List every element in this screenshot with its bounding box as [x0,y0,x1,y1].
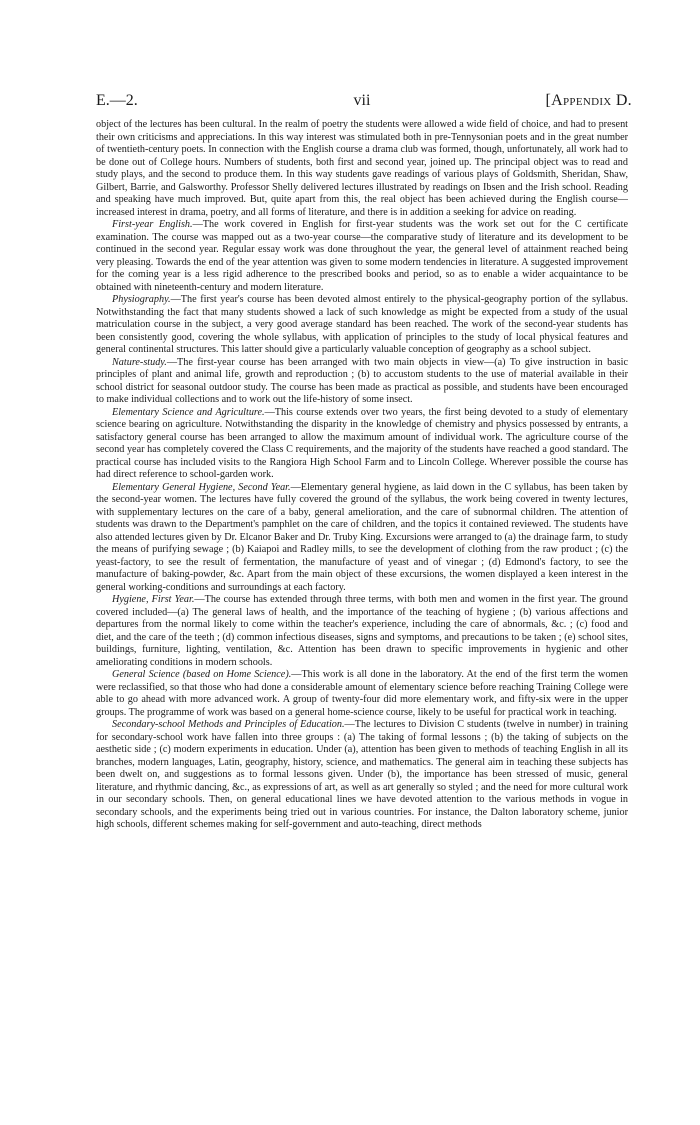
paragraph-text: object of the lectures has been cultural. In the realm of poetry the students were allowed a wide field of choice, and had to present their own criticisms and appreciations. In this way interest was stimulated both in pre-Tennysonian poets and in the great number of twentieth-century poets. In connection with the English course a drama club was formed, though, unfortunately, all work had to be done out of College hours. Numbers of students, both first and second year, joined up. The principal object was to read and study plays, and the second to produce them. In this way students gave readings of various plays of Goldsmith, Sheridan, Shaw, Gilbert, Barrie, and Galsworthy. Professor Shelly delivered lectures illustrated by readings on Ibsen and the Irish school. Reading and speaking have much improved. But, quite apart from this, the real object has been achieved during the English course—increased interest in drama, poetry, and all forms of literature, and there is in addition a seeking for advice on reading. [96,119,628,218]
paragraph-hygiene-first-year [96,594,628,669]
section-heading: General Science (based on Home Science). [112,669,292,680]
section-heading: Nature-study. [112,356,167,368]
paragraph-nature-study [96,357,628,407]
section-heading: Hygiene, First Year. [112,594,195,605]
page-number: vii [353,92,371,109]
body-text [96,119,628,832]
section-heading: Elementary General Hygiene, Second Year. [112,481,291,493]
running-header [96,92,632,112]
paragraph-text: —The first year's course has been devoted almost entirely to the physical-geography portion of the syllabus. Notwithstanding the fact that many students showed a lack of such knowledge as might be expected from a study of the usual matriculation course in the subject, a very good average standard has been reached. The work of the second-year students has been consistently good, covering the whole syllabus, with application of principles to the study of local physical features and general continental structures. This latter should give a particularly valuable conception of geography as a school subject. [96,294,628,355]
paragraph-text: —The lectures to Division C students (twelve in number) in training for secondary-school work have fallen into three groups : (a) The taking of formal lessons ; (b) the taking of subjects on the aesthetic side ; (c) modern experiments in education. Under (a), attention has been given to methods of teaching English in all its branches, modern languages, Latin, geography, history, science, and mathematics. The general aim in teaching these subjects has been dwelt on, and suggestions as to formal lessons given. Under (b), the importance has been stressed of music, general literature, and rhythmic dancing, &c., as expressions of art, as well as art generally so styled ; and the need for more cultural work in our secondary schools. Then, on general educational lines we have devoted attention to the various methods in vogue in secondary schools, and the experiments being tried out in various countries. For instance, the Dalton laboratory scheme, junior high schools, different schemes making for self-government and auto-teaching, direct methods [96,719,628,830]
paragraph-text: —The work covered in English for first-year students was the work set out for the C certificate examination. The course was mapped out as a two-year course—the comparative study of literature and its development to be continued in the second year. Regular essay work was done throughout the year, the general level of attainment reached being very pleasing. Towards the end of the year attention was given to some modern tendencies in literature. A suggested improvement for the coming year is a less rigid adherence to the prescribed books and period, so as to enable a wider acquaintance to be obtained with nineteenth-century and modern literature. [96,219,628,293]
paragraph-secondary-school-methods [96,719,628,832]
paragraph-text: —Elementary general hygiene, as laid down in the C syllabus, has been taken by the second-year women. The lectures have fully covered the ground of the syllabus, the work being covered in twenty lectures, with supplementary lectures on the care of a baby, general amelioration, and the care of subnormal children. The attention of students was drawn to the Department's pamphlet on the care of children, and the topics it contained reviewed. The students have also attended lectures given by Dr. Elcanor Baker and Dr. Truby King. Excursions were arranged to (a) the drainage farm, to study the means of purifying sewage ; (b) Kaiapoi and Radley mills, to see the development of clothing from the raw product ; (c) the yeast-factory, to see the result of fermentation, the manufacture of yeast and of vinegar ; (d) Edmond's factory, to see the manufacture of baking-powder, &c. Apart from the main object of these excursions, the women displayed a keen interest in the general working-conditions and surroundings at each factory. [96,481,628,593]
paragraph-text: —This course extends over two years, the first being devoted to a study of elementary science bearing on agriculture. Notwithstanding the disparity in the knowledge of chemistry and physics possessed by entrants, a satisfactory general course has been arranged to allow the maximum amount of individual work. The agriculture course of the second year has completely covered the Class C requirements, and the majority of the students have reached a good standard. The practical course has included visits to the Rangiora High School Farm and to Lincoln College. Wherever possible the course has had direct reference to school-garden work. [96,406,629,480]
appendix-label: [Appendix D. [545,92,632,109]
section-heading: Physiography. [112,294,171,305]
paragraph-text: —This work is all done in the laboratory. At the end of the first term the women were reclassified, so that those who had done a considerable amount of elementary science before reaching Training College were able to go ahead with more advanced work. A group of twenty-four did more elementary work, and fifty-six were in the upper groups. The programme of work was based on a general home-science course, likely to be useful for practical work in teaching. [96,669,628,718]
paragraph-general-science [96,669,628,719]
paragraph-physiography [96,294,628,357]
section-heading: First-year English. [112,219,193,230]
paragraph-text: —The first-year course has been arranged with two main objects in view—(a) To give instruction in basic principles of plant and animal life, growth and reproduction ; (b) to accustom students to the use of material available in their school district for seasonal outdoor study. The course has been made as practical as possible, and students have been encouraged to make individual collections and to work out the life-history of some insect. [96,356,628,405]
paragraph-continuation [96,119,628,219]
paragraph-text: —The course has extended through three terms, with both men and women in the first year. The ground covered included—(a) The general laws of health, and the importance of the teaching of hygiene ; (b) various affections and departures from the normal likely to come within the teacher's experience, including the care of abnormals, &c. ; (c) food and diet, and the care of the teeth ; (d) common infectious diseases, signs and symptoms, and precautions to be taken ; (e) school sites, buildings, furniture, lighting, ventilation, &c. Attention has been drawn to specific improvements in hygienic and other ameliorating conditions in modern schools. [96,594,629,668]
paragraph-hygiene-second-year [96,482,628,595]
document-reference: E.—2. [96,92,138,109]
paragraph-elementary-science [96,407,628,482]
section-heading: Elementary Science and Agriculture. [112,406,265,418]
section-heading: Secondary-school Methods and Principles of Education. [112,719,345,730]
paragraph-first-year-english [96,219,628,294]
